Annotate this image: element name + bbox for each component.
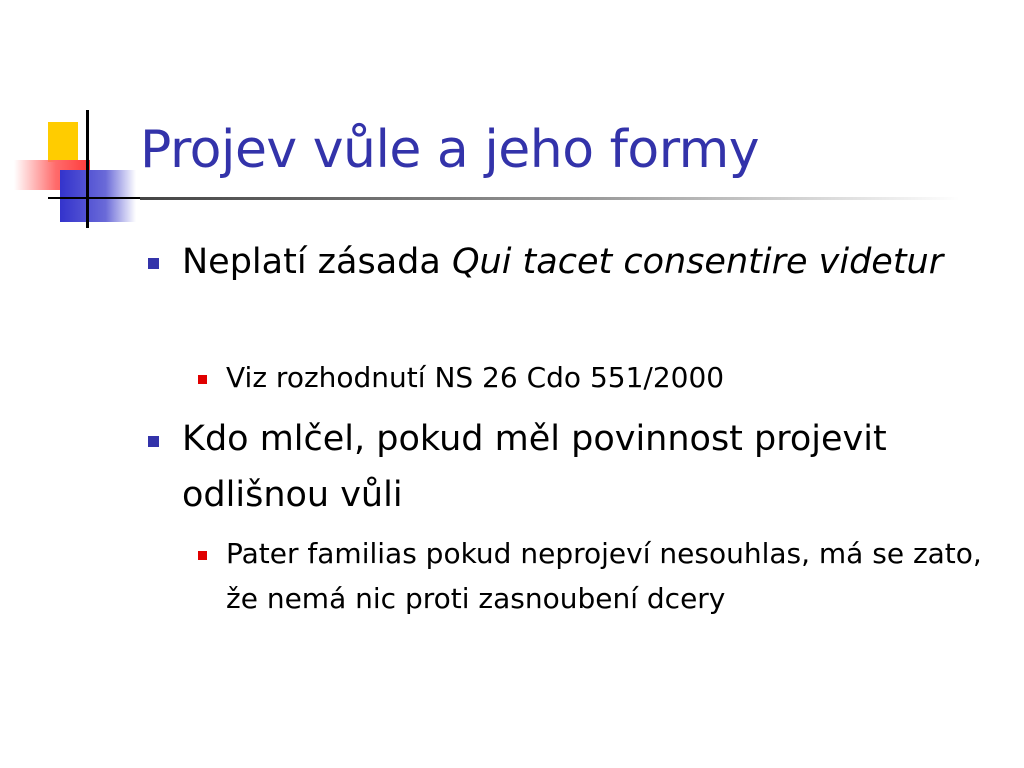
sub-bullet-item-2-1	[226, 531, 986, 621]
bullet-text: Neplatí zásada	[182, 242, 452, 282]
bullet-item-1	[182, 234, 1022, 290]
bullet-item-2	[182, 411, 1002, 523]
slide-title: Projev vůle a jeho formy	[140, 120, 760, 180]
bullet-marker-level1	[148, 258, 159, 269]
sub-bullet-text: Pater familias pokud neprojeví nesouhlas, má se zato, že nemá nic proti zasnoubení dcery	[226, 537, 982, 615]
bullet-marker-level2	[198, 551, 207, 560]
bullet-text: Kdo mlčel, pokud měl povinnost projevit odlišnou vůli	[182, 419, 887, 515]
sub-bullet-item-1-1	[226, 355, 1016, 400]
bullet-italic-text: Qui tacet consentire videtur	[451, 242, 944, 282]
sub-bullet-text: Viz rozhodnutí NS 26 Cdo 551/2000	[226, 361, 725, 394]
bullet-marker-level1	[148, 436, 159, 447]
bullet-marker-level2	[198, 375, 207, 384]
